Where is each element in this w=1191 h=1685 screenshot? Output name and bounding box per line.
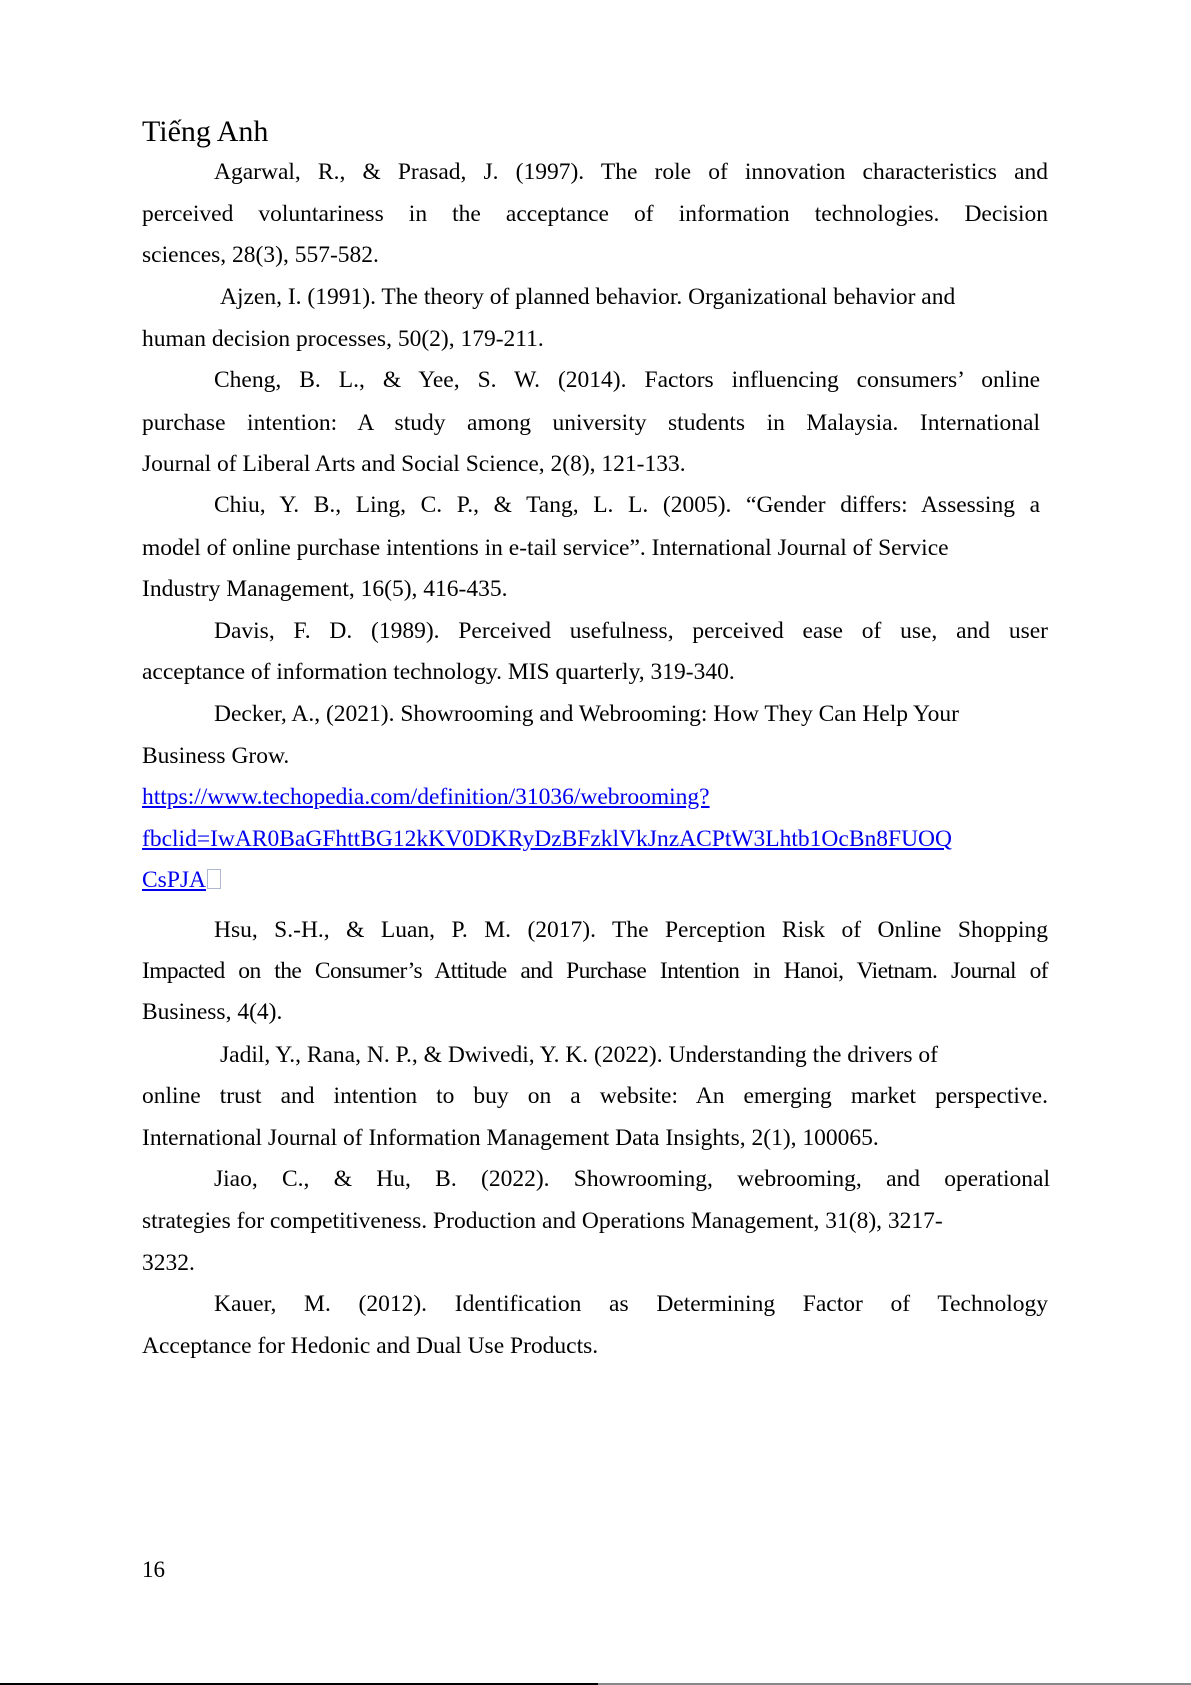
reference-jiao-line-3: 3232. bbox=[142, 1250, 195, 1276]
reference-davis-line-1: Davis, F. D. (1989). Perceived usefulness, perceived ease of use, and user bbox=[214, 618, 1048, 644]
reference-davis-line-2: acceptance of information technology. MIS quarterly, 319-340. bbox=[142, 659, 735, 685]
reference-decker-url-line-3-wrap bbox=[142, 865, 1048, 895]
reference-hsu-line-2: Impacted on the Consumer’s Attitude and Purchase Intention in Hanoi, Vietnam. Journal of bbox=[142, 958, 1048, 984]
reference-decker-url-line-2[interactable]: fbclid=IwAR0BaGFhttBG12kKV0DKRyDzBFzklVkJnzACPtW3Lhtb1OcBn8FUOQ bbox=[142, 826, 952, 852]
section-heading: Tiếng Anh bbox=[142, 115, 269, 148]
reference-hsu-line-3: Business, 4(4). bbox=[142, 999, 283, 1025]
reference-jadil-line-2: online trust and intention to buy on a website: An emerging market perspective. bbox=[142, 1083, 1048, 1109]
reference-kauer-line-1: Kauer, M. (2012). Identification as Determining Factor of Technology bbox=[214, 1291, 1048, 1317]
reference-chiu-line-2: model of online purchase intentions in e-tail service”. International Journal of Service bbox=[142, 535, 949, 561]
reference-jadil-line-3: International Journal of Information Management Data Insights, 2(1), 100065. bbox=[142, 1125, 879, 1151]
page-number: 16 bbox=[142, 1557, 165, 1582]
reference-jiao-line-2: strategies for competitiveness. Production and Operations Management, 31(8), 3217- bbox=[142, 1208, 943, 1234]
reference-chiu-line-3: Industry Management, 16(5), 416-435. bbox=[142, 576, 508, 602]
reference-agarwal-line-1: Agarwal, R., & Prasad, J. (1997). The role of innovation characteristics and bbox=[214, 159, 1048, 185]
reference-ajzen-line-1: Ajzen, I. (1991). The theory of planned behavior. Organizational behavior and bbox=[220, 284, 956, 310]
reference-jadil-line-1: Jadil, Y., Rana, N. P., & Dwivedi, Y. K. (2022). Understanding the drivers of bbox=[220, 1042, 938, 1068]
reference-ajzen-line-2: human decision processes, 50(2), 179-211. bbox=[142, 326, 544, 352]
reference-agarwal-line-3: sciences, 28(3), 557-582. bbox=[142, 242, 379, 268]
reference-cheng-line-2: purchase intention: A study among university students in Malaysia. International bbox=[142, 410, 1040, 436]
reference-hsu-line-1: Hsu, S.-H., & Luan, P. M. (2017). The Perception Risk of Online Shopping bbox=[214, 917, 1048, 943]
reference-cheng-line-1: Cheng, B. L., & Yee, S. W. (2014). Factors influencing consumers’ online bbox=[214, 367, 1040, 393]
reference-chiu-line-1: Chiu, Y. B., Ling, C. P., & Tang, L. L. (2005). “Gender differs: Assessing a bbox=[214, 492, 1040, 518]
missing-glyph-box-icon bbox=[207, 869, 221, 889]
reference-decker-line-1: Decker, A., (2021). Showrooming and Webrooming: How They Can Help Your bbox=[214, 701, 959, 727]
reference-decker-url-line-3[interactable]: CsPJA bbox=[142, 867, 207, 893]
reference-agarwal-line-2: perceived voluntariness in the acceptance of information technologies. Decision bbox=[142, 201, 1048, 227]
reference-jiao-line-1: Jiao, C., & Hu, B. (2022). Showrooming, webrooming, and operational bbox=[214, 1166, 1050, 1192]
reference-cheng-line-3: Journal of Liberal Arts and Social Science, 2(8), 121-133. bbox=[142, 451, 686, 477]
reference-kauer-line-2: Acceptance for Hedonic and Dual Use Products. bbox=[142, 1333, 599, 1359]
reference-decker-url-line-1[interactable]: https://www.techopedia.com/definition/31036/webrooming? bbox=[142, 784, 710, 810]
reference-decker-line-2: Business Grow. bbox=[142, 743, 290, 769]
